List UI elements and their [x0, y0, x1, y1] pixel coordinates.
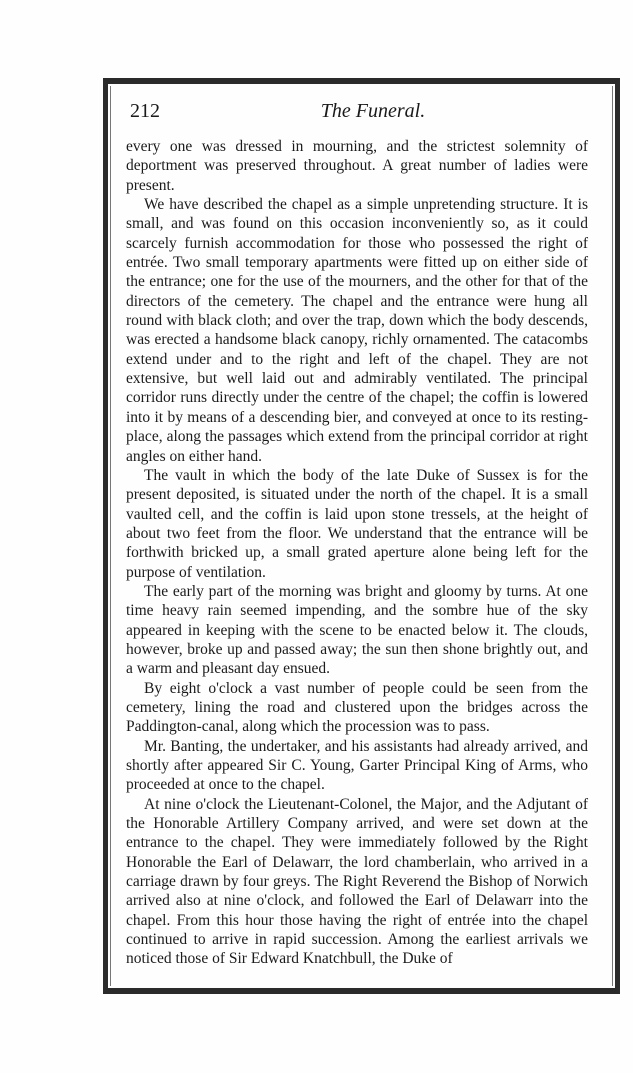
paragraph: The early part of the morning was bright and gloomy by turns. At one time heavy rain seemed impending, and the sombre hue of the sky appeared in keeping with the scene to be enacted below it. The clouds, however, broke up and passed away; the sun then shone brightly out, and a warm and pleasant day ensued. [126, 582, 588, 678]
paragraph: every one was dressed in mourning, and the strictest solemnity of deportment was preserved throughout. A great number of ladies were present. [126, 138, 588, 194]
paragraph: At nine o'clock the Lieutenant-Colonel, the Major, and the Adjutant of the Honorable Artillery Company arrived, and were set down at the entrance to the chapel. They were immediately followed by the Right Honorable the Earl of Delawarr, the lord chamberlain, who arrived in a carriage drawn by four greys. The Right Reverend the Bishop of Norwich arrived also at nine o'clock, and followed the Earl of Delawarr into the chapel. From this hour those having the right of entrée into the chapel continued to arrive in rapid succession. Among the earliest arrivals we noticed those of Sir Edward Knatchbull, the Duke of [126, 795, 588, 968]
paragraph: We have described the chapel as a simple unpretending structure. It is small, and was found on this occasion inconveniently so, as it could scarcely furnish accommodation for those who possessed the right of entrée. Two small temporary apartments were fitted up on either side of the entrance; one for the use of the mourners, and the other for that of the directors of the cemetery. The chapel and the entrance were hung all round with black cloth; and over the trap, down which the body descends, was erected a handsome black canopy, richly ornamented. The catacombs extend under and to the right and left of the chapel. They are not extensive, but well laid out and admirably ventilated. The principal corridor runs directly under the centre of the chapel; the coffin is lowered into it by means of a descending bier, and conveyed at once to its resting-place, along the passages which extend from the principal corridor at right angles on either hand. [126, 196, 588, 465]
page-header [128, 100, 588, 126]
body-text [126, 137, 588, 969]
running-title: The Funeral. [320, 100, 426, 122]
paragraph: By eight o'clock a vast number of people could be seen from the cemetery, lining the road and clustered upon the bridges across the Paddington-canal, along which the procession was to pass. [126, 679, 588, 736]
page-number: 212 [130, 100, 160, 122]
paragraph: The vault in which the body of the late Duke of Sussex is for the present deposited, is situated under the north of the chapel. It is a small vaulted cell, and the coffin is laid upon stone tressels, at the height of about two feet from the floor. We understand that the entrance will be forthwith bricked up, a small grated aperture alone being left for the purpose of ventilation. [126, 466, 588, 581]
paragraph: Mr. Banting, the undertaker, and his assistants had already arrived, and shortly after appeared Sir C. Young, Garter Principal King of Arms, who proceeded at once to the chapel. [126, 737, 588, 794]
